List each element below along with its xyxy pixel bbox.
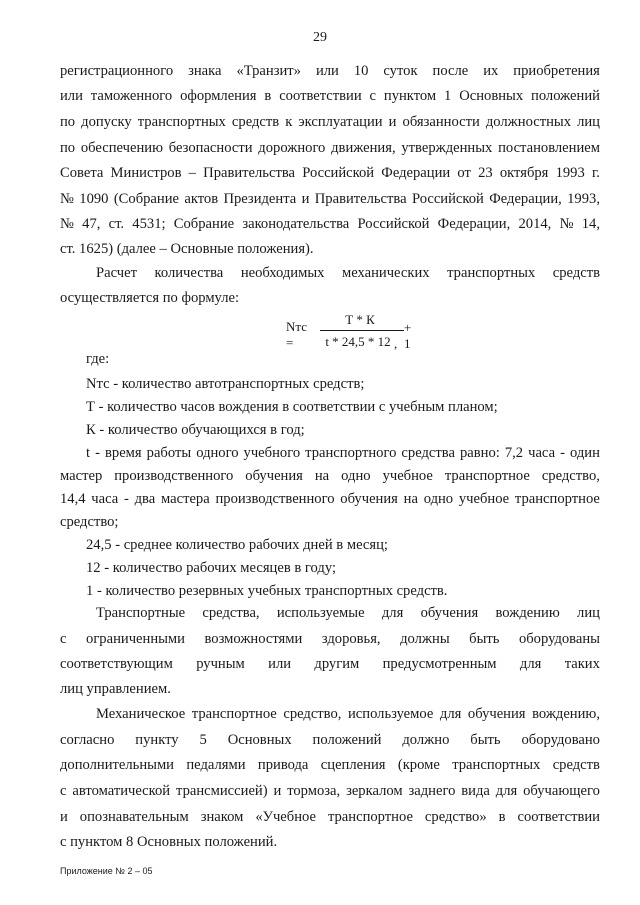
para4-line: с автоматической трансмиссией) и тормоза, зеркалом заднего вида для обучающего: [60, 783, 600, 799]
definitions-line: мастер производственного обучения на одно учебное транспортное средство,: [60, 468, 600, 484]
definitions-line: средство;: [60, 514, 119, 530]
formula-comma: ,: [394, 336, 398, 351]
para4-line: с пунктом 8 Основных положений.: [60, 834, 278, 850]
para1-line: Совета Министров – Правительства Российской Федерации от 23 октября 1993 г.: [60, 165, 600, 181]
para1-line: по допуску транспортных средств к эксплуатации и обязанности должностных лиц: [60, 114, 600, 130]
para1-line: № 47, ст. 4531; Собрание законодательства Российской Федерации, 2014, № 14,: [60, 216, 600, 232]
para1-line: № 1090 (Собрание актов Президента и Правительства Российской Федерации, 1993,: [60, 191, 600, 207]
where-label-line: где:: [86, 351, 110, 367]
definitions-line: Т - количество часов вождения в соответствии с учебным планом;: [86, 399, 498, 415]
formula-plus-one: + 1: [404, 320, 412, 351]
para3-line: лиц управлением.: [60, 681, 171, 697]
definitions-line: Nтс - количество автотранспортных средств;: [86, 376, 365, 392]
para2-line: осуществляется по формуле:: [60, 290, 240, 306]
para4-line: дополнительными педалями привода сцепления (кроме транспортных средств: [60, 757, 600, 773]
fraction-bar: [320, 330, 404, 331]
para4-line: и опознавательным знаком «Учебное транспортное средство» в соответствии: [60, 809, 600, 825]
page-number: 29: [313, 30, 327, 45]
formula-denominator: t * 24,5 * 12: [325, 334, 391, 349]
definitions-line: 24,5 - среднее количество рабочих дней в месяц;: [86, 537, 388, 553]
para2-line: Расчет количества необходимых механических транспортных средств: [96, 265, 600, 281]
para3-line: с ограниченными возможностями здоровья, должны быть оборудованы: [60, 631, 600, 647]
footer-note: Приложение № 2 – 05: [60, 866, 153, 876]
para3-line: Транспортные средства, используемые для обучения вождению лиц: [96, 605, 600, 621]
para3-line: соответствующим ручным или другим предусмотренным для таких: [60, 656, 600, 672]
definitions-line: 14,4 часа - два мастера производственного обучения на одно учебное транспортное: [60, 491, 600, 507]
para1-line: регистрационного знака «Транзит» или 10 суток после их приобретения: [60, 63, 600, 79]
definitions-line: К - количество обучающихся в год;: [86, 422, 305, 438]
para4-line: Механическое транспортное средство, используемое для обучения вождению,: [96, 706, 600, 722]
definitions-line: 1 - количество резервных учебных транспортных средств.: [86, 583, 448, 599]
definitions-line: 12 - количество рабочих месяцев в году;: [86, 560, 336, 576]
definitions-line: t - время работы одного учебного транспортного средства равно: 7,2 часа - один: [86, 445, 600, 461]
formula-lhs: Nтс =: [286, 319, 307, 350]
para1-line: по обеспечению безопасности дорожного движения, утвержденных постановлением: [60, 140, 600, 156]
para1-line: или таможенного оформления в соответствии с пунктом 1 Основных положений: [60, 88, 600, 104]
para1-line: ст. 1625) (далее – Основные положения).: [60, 241, 314, 257]
para4-line: согласно пункту 5 Основных положений должно быть оборудовано: [60, 732, 600, 748]
formula-numerator: Т * К: [345, 312, 375, 327]
